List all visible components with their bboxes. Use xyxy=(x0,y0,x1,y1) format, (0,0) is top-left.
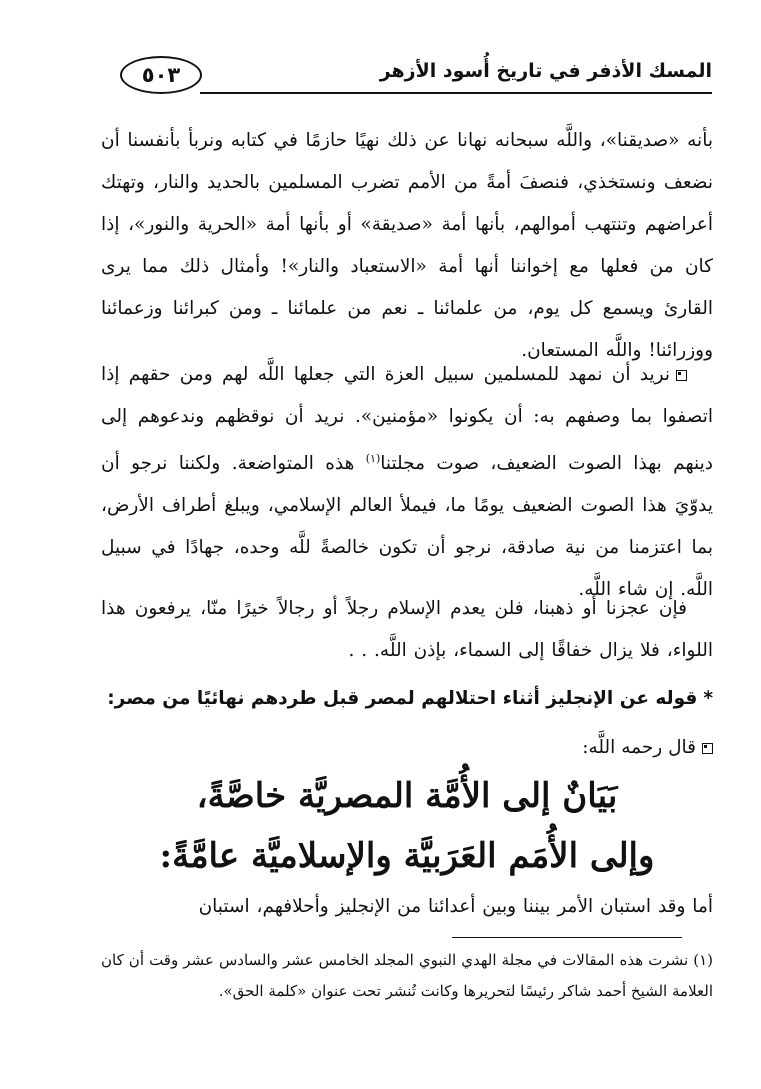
square-bullet-icon xyxy=(676,370,687,381)
paragraph-2 xyxy=(101,354,713,611)
footnote-ref: (١) xyxy=(365,452,381,465)
footnote xyxy=(101,945,713,1007)
paragraph-3 xyxy=(101,588,713,672)
running-title: المسك الأذفر في تاريخ أُسود الأزهر xyxy=(379,60,712,82)
footnote-text: (١) نشرت هذه المقالات في مجلة الهدي النبوي المجلد الخامس عشر والسادس عشر وقت أن كان العلامة الشيخ أحمد شاكر رئيسًا لتحريرها وكانت تُنشر تحت عنوان «كلمة الحق». xyxy=(101,951,713,1000)
page-number: ٥٠٣ xyxy=(120,56,202,94)
square-bullet-icon xyxy=(702,743,713,754)
paragraph-2-text: نريد أن نمهد للمسلمين سبيل العزة التي جعلها اللَّه لهم ومن حقهم إذا اتصفوا بما وصفهم به: أن يكونوا «مؤمنين». نريد أن نوقظهم وندعوهم إلى دينهم بهذا الصوت الضعيف، صوت مجلتنا xyxy=(101,364,713,475)
footnote-rule xyxy=(452,937,682,938)
page-header xyxy=(100,46,712,102)
paragraph-3-text: فإن عجزنا أو ذهبنا، فلن يعدم الإسلام رجلاً أو رجالاً خيرًا منّا، يرفعون هذا اللواء، فلا يزال خفاقًا إلى السماء، بإذن اللَّه. . . xyxy=(101,598,713,661)
statement-title-1: بَيَانٌ إلى الأُمَّة المصريَّة خاصَّةً، xyxy=(196,776,618,816)
paragraph-2-tail: هذه المتواضعة. ولكننا نرجو أن يدوّيَ هذا الصوت الضعيف يومًا ما، فيملأ العالم الإسلامي، ويبلغ أطراف الأرض، بما اعتزمنا من نية صادقة، نرجو أن تكون خالصةً للَّه وحده، جهادًا في سبيل اللَّه. إن شاء اللَّه. xyxy=(101,453,713,601)
paragraph-1 xyxy=(101,120,713,372)
statement-title-2: وإلى الأُمَم العَرَبيَّة والإسلاميَّة عامَّةً: xyxy=(159,836,655,876)
section-heading-text: قوله عن الإنجليز أثناء احتلالهم لمصر قبل طردهم نهائيًا من مصر: xyxy=(107,688,698,709)
intro-line xyxy=(582,737,713,758)
star-bullet-icon: * xyxy=(703,688,713,709)
paragraph-1-text: بأنه «صديقنا»، واللَّه سبحانه نهانا عن ذلك نهيًا حازمًا في كتابه ونربأ بأنفسنا أن نضعف ونستخذي، فنصفَ أمةً من الأمم تضرب المسلمين بالحديد والنار، وتهتك أعراضهم وتنتهب أموالهم، بأنها أمة «صديقة» أو بأنها أمة «الحرية والنور»، إذا كان من فعلها مع إخواننا أنها أمة «الاستعباد والنار»! وأمثال ذلك مما يرى القارئ ويسمع كل يوم، من علمائنا ـ نعم من علمائنا ـ ومن كبرائنا وزعمائنا ووزرائنا! واللَّه المستعان. xyxy=(101,130,713,361)
intro-text: قال رحمه اللَّه: xyxy=(582,737,696,758)
last-line-text: أما وقد استبان الأمر بيننا وبين أعدائنا من الإنجليز وأحلافهم، استبان xyxy=(198,896,713,917)
last-line xyxy=(101,886,713,928)
header-rule xyxy=(200,92,712,94)
section-heading xyxy=(101,688,713,709)
